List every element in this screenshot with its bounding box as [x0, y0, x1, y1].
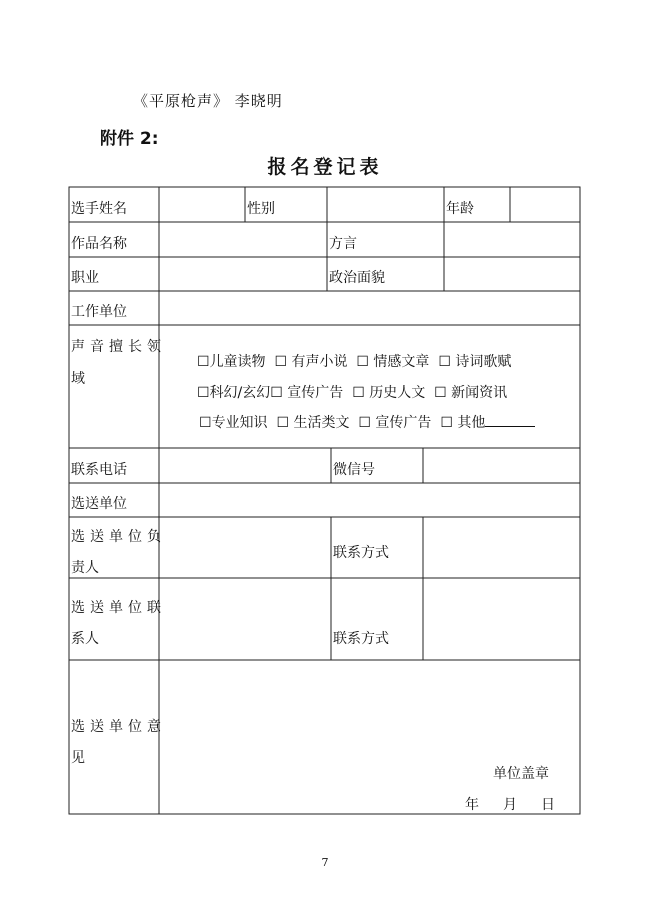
- option-label: 科幻/玄幻: [209, 385, 271, 401]
- checkbox-icon[interactable]: ☐: [197, 354, 210, 370]
- option-label: 儿童读物: [209, 354, 266, 370]
- option-label: 有声小说: [291, 354, 348, 370]
- gender-label: 性别: [247, 201, 275, 217]
- option-label: 情感文章: [373, 354, 430, 370]
- unit-seal-label: 单位盖章: [493, 766, 549, 782]
- attachment-label: 附件 2:: [100, 129, 159, 149]
- option-label: 历史人文: [369, 385, 426, 401]
- form-title: 报名登记表: [267, 156, 383, 178]
- checkbox-icon[interactable]: ☐: [356, 354, 369, 370]
- option-label: 专业知识: [211, 415, 268, 431]
- other-fill-blank[interactable]: [485, 416, 535, 427]
- unit-opinion-label-line1: 选送单位意: [71, 719, 166, 735]
- phone-label: 联系电话: [71, 462, 127, 478]
- checkbox-icon[interactable]: ☐: [438, 354, 451, 370]
- option-label: 宣传广告: [287, 385, 344, 401]
- unit-head-label-line1: 选送单位负: [71, 529, 166, 545]
- option-label: 新闻资讯: [451, 385, 508, 401]
- unit-contact-label-line2: 系人: [71, 631, 99, 647]
- checkbox-icon[interactable]: ☐: [199, 415, 212, 431]
- previous-entry-line: 《平原枪声》 李晓明: [133, 92, 283, 110]
- checkbox-icon[interactable]: ☐: [270, 385, 283, 401]
- contact-method-label-1: 联系方式: [333, 545, 389, 561]
- unit-head-label-line2: 责人: [71, 560, 99, 576]
- occupation-label: 职业: [71, 270, 99, 286]
- voice-specialty-label-line2: 域: [71, 371, 85, 387]
- checkbox-icon[interactable]: ☐: [440, 415, 453, 431]
- checkbox-icon[interactable]: ☐: [358, 415, 371, 431]
- specialty-options-row-1: [197, 351, 511, 371]
- age-label: 年龄: [446, 201, 474, 217]
- date-year-label: 年: [465, 797, 479, 813]
- checkbox-icon[interactable]: ☐: [352, 385, 365, 401]
- contestant-name-label: 选手姓名: [71, 201, 127, 217]
- contact-method-label-2: 联系方式: [333, 631, 389, 647]
- work-name-label: 作品名称: [71, 236, 127, 252]
- dialect-label: 方言: [329, 236, 357, 252]
- option-label: 宣传广告: [375, 415, 432, 431]
- specialty-options-row-3: [199, 412, 535, 432]
- date-day-label: 日: [541, 797, 555, 813]
- voice-specialty-label-line1: 声音擅长领: [71, 339, 166, 355]
- unit-contact-label-line1: 选送单位联: [71, 600, 166, 616]
- unit-opinion-label-line2: 见: [71, 750, 85, 766]
- specialty-options-row-2: [197, 382, 507, 402]
- employer-label: 工作单位: [71, 304, 127, 320]
- option-label: 其他: [457, 415, 486, 431]
- political-status-label: 政治面貌: [329, 270, 385, 286]
- checkbox-icon[interactable]: ☐: [274, 354, 288, 370]
- wechat-label: 微信号: [333, 462, 375, 478]
- checkbox-icon[interactable]: ☐: [276, 415, 290, 431]
- checkbox-icon[interactable]: ☐: [197, 385, 210, 401]
- checkbox-icon[interactable]: ☐: [434, 385, 447, 401]
- option-label: 诗词歌赋: [455, 354, 512, 370]
- nominating-unit-label: 选送单位: [71, 496, 127, 512]
- page-number: 7: [321, 856, 329, 869]
- option-label: 生活类文: [293, 415, 350, 431]
- date-month-label: 月: [503, 797, 517, 813]
